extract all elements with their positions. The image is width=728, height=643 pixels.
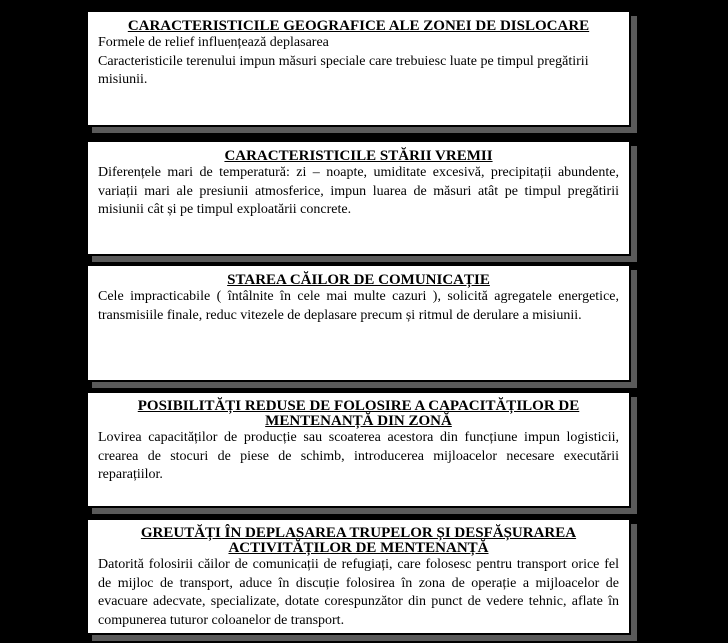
section-weather-characteristics: [86, 140, 631, 256]
section-title: GREUTĂȚI ÎN DEPLASAREA TRUPELOR ȘI DESFĂȘURAREA ACTIVITĂȚILOR DE MENTENANȚĂ: [140, 525, 577, 556]
section-paragraph: Caracteristicile terenului impun măsuri speciale care trebuiesc luate pe timpul pregătirii misiunii.: [98, 53, 589, 87]
section-troop-movement-difficulties: [86, 518, 631, 635]
section-title: POSIBILITĂȚI REDUSE DE FOLOSIRE A CAPACITĂȚILOR DE MENTENANȚĂ DIN ZONĂ: [137, 398, 580, 429]
section-paragraph: Lovirea capacităților de producție sau scoaterea acestora din funcțiune impun logisticii, crearea de stocuri de piese de schimb, introducerea mijloacelor necesare executării reparațiilor.: [98, 430, 619, 482]
section-geographic-characteristics: [86, 10, 631, 127]
section-paragraph: Formele de relief influențează deplasarea: [98, 35, 329, 50]
section-body: [98, 164, 619, 220]
section-body: [98, 556, 619, 630]
section-maintenance-capacities: [86, 391, 631, 508]
section-paragraph: Cele impracticabile ( întâlnite în cele mai multe cazuri ), solicită agregatele energetice, transmisiile finale, reduc vitezele de deplasare precum și ritmul de derulare a misiunii.: [98, 289, 619, 323]
section-paragraph: Datorită folosirii căilor de comunicații de refugiați, care folosesc pentru transport orice fel de mijloc de transport, aduce în discuție folosirea în zona de operație a mijloacelor de evacuare adecvate, specializate, dotate corespunzător din punct de vedere tehnic, aflate în compunerea tuturor coloanelor de transport.: [98, 557, 619, 628]
section-paragraph: Diferențele mari de temperatură: zi – noapte, umiditate excesivă, precipitații abundente, variații mari ale presiunii atmosferice, impun luarea de măsuri atât pe timpul pregătirii misiunii cât și pe timpul exploatării concrete.: [98, 165, 619, 217]
section-title: CARACTERISTICILE STĂRII VREMII: [224, 148, 493, 164]
section-title: STAREA CĂILOR DE COMUNICAȚIE: [227, 272, 490, 288]
section-body: [98, 288, 619, 325]
section-body: [98, 34, 619, 90]
section-communication-routes: [86, 264, 631, 382]
section-body: [98, 429, 619, 485]
section-title: CARACTERISTICILE GEOGRAFICE ALE ZONEI DE DISLOCARE: [127, 18, 590, 34]
